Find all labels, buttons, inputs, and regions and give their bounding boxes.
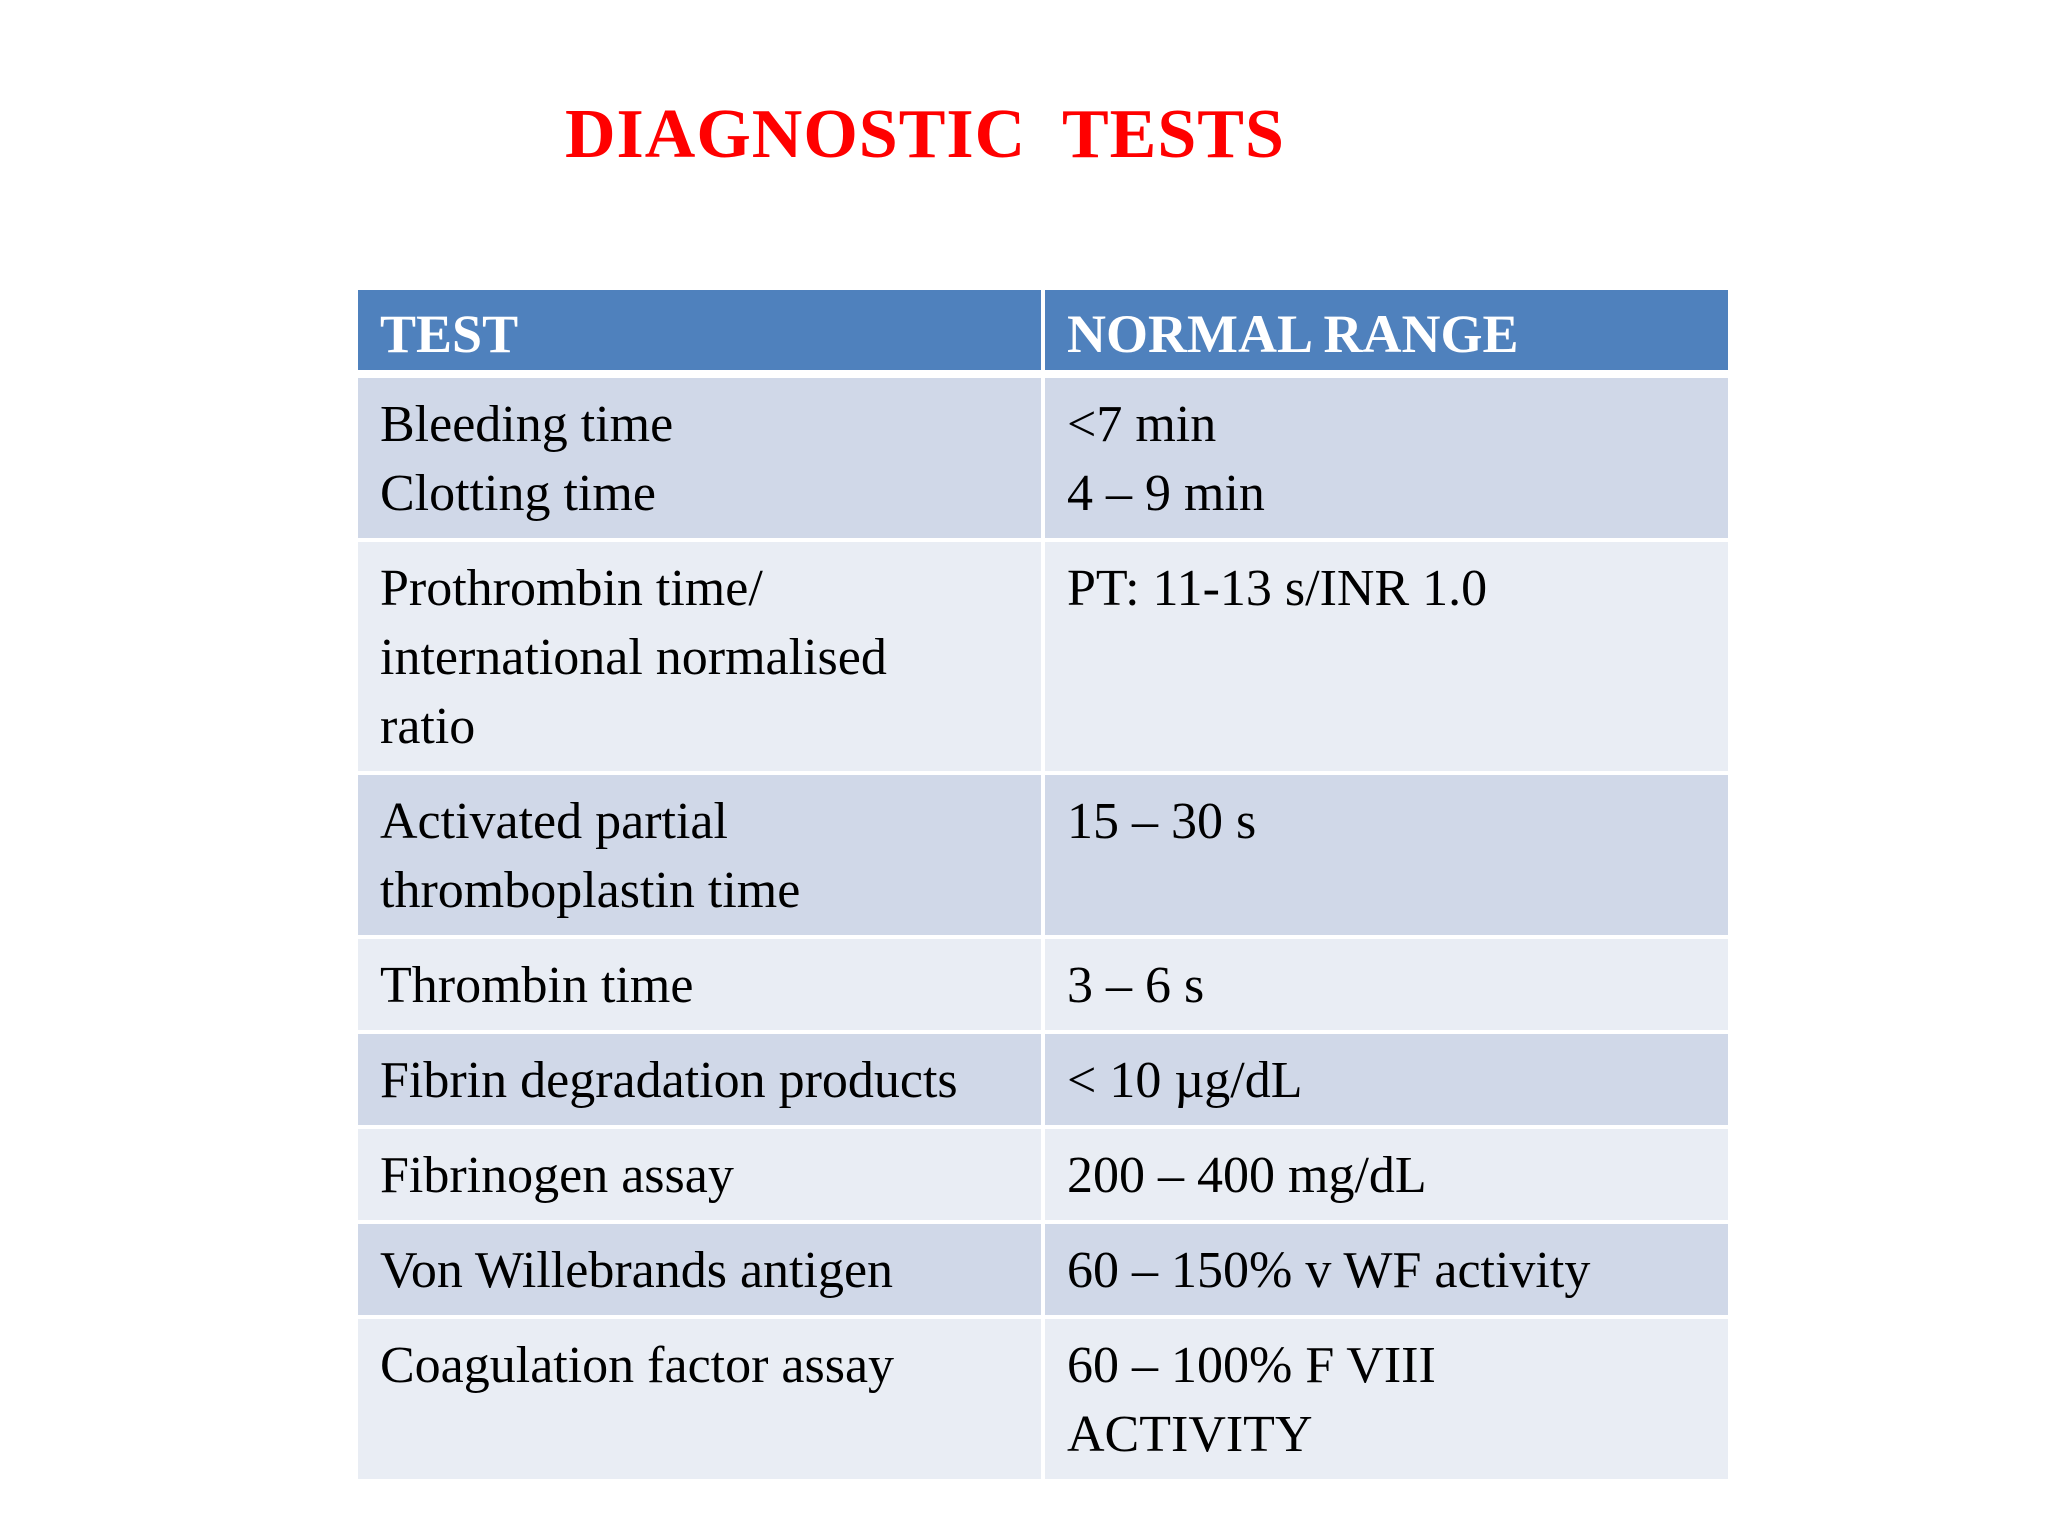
test-cell [356, 937, 1043, 1032]
test-line: Clotting time [380, 465, 656, 522]
tests-table [354, 290, 1732, 1483]
test-cell [356, 374, 1043, 540]
header-normal-range: NORMAL RANGE [1043, 290, 1730, 374]
range-cell [1043, 773, 1730, 937]
table-row [356, 1127, 1730, 1222]
table-row [356, 1222, 1730, 1317]
diagnostic-tests-table [354, 290, 1728, 1483]
range-line: 60 – 150% v WF activity [1067, 1242, 1591, 1299]
test-cell [356, 1032, 1043, 1127]
table-row [356, 1317, 1730, 1481]
range-cell [1043, 1317, 1730, 1481]
range-cell [1043, 1127, 1730, 1222]
range-cell [1043, 540, 1730, 773]
test-line: Bleeding time [380, 396, 674, 453]
range-line: 60 – 100% F VIII [1067, 1337, 1436, 1394]
test-cell [356, 1317, 1043, 1481]
table-row [356, 374, 1730, 540]
table-row [356, 540, 1730, 773]
table-row [356, 937, 1730, 1032]
slide-title: DIAGNOSTIC TESTS [565, 96, 1285, 173]
range-cell [1043, 1032, 1730, 1127]
range-line: ACTIVITY [1067, 1406, 1313, 1463]
table-header-row [356, 290, 1730, 374]
test-line: Prothrombin time/ [380, 560, 763, 617]
test-cell [356, 773, 1043, 937]
test-line: thromboplastin time [380, 862, 801, 919]
test-cell [356, 1222, 1043, 1317]
test-line: Thrombin time [380, 957, 694, 1014]
range-cell [1043, 937, 1730, 1032]
range-line: <7 min [1067, 396, 1217, 453]
test-line: Von Willebrands antigen [380, 1242, 894, 1299]
range-line: 200 – 400 mg/dL [1067, 1147, 1427, 1204]
range-cell [1043, 374, 1730, 540]
test-cell [356, 1127, 1043, 1222]
range-line: < 10 µg/dL [1067, 1052, 1303, 1109]
test-line: Fibrinogen assay [380, 1147, 734, 1204]
test-line: international normalised [380, 629, 887, 686]
header-test: TEST [356, 290, 1043, 374]
test-line: Fibrin degradation products [380, 1052, 958, 1109]
range-line: PT: 11-13 s/INR 1.0 [1067, 560, 1488, 617]
test-line: Activated partial [380, 793, 728, 850]
table-row [356, 773, 1730, 937]
range-line: 15 – 30 s [1067, 793, 1257, 850]
test-line: ratio [380, 698, 476, 755]
test-line: Coagulation factor assay [380, 1337, 895, 1394]
range-line: 4 – 9 min [1067, 465, 1265, 522]
table-row [356, 1032, 1730, 1127]
test-cell [356, 540, 1043, 773]
range-line: 3 – 6 s [1067, 957, 1205, 1014]
range-cell [1043, 1222, 1730, 1317]
